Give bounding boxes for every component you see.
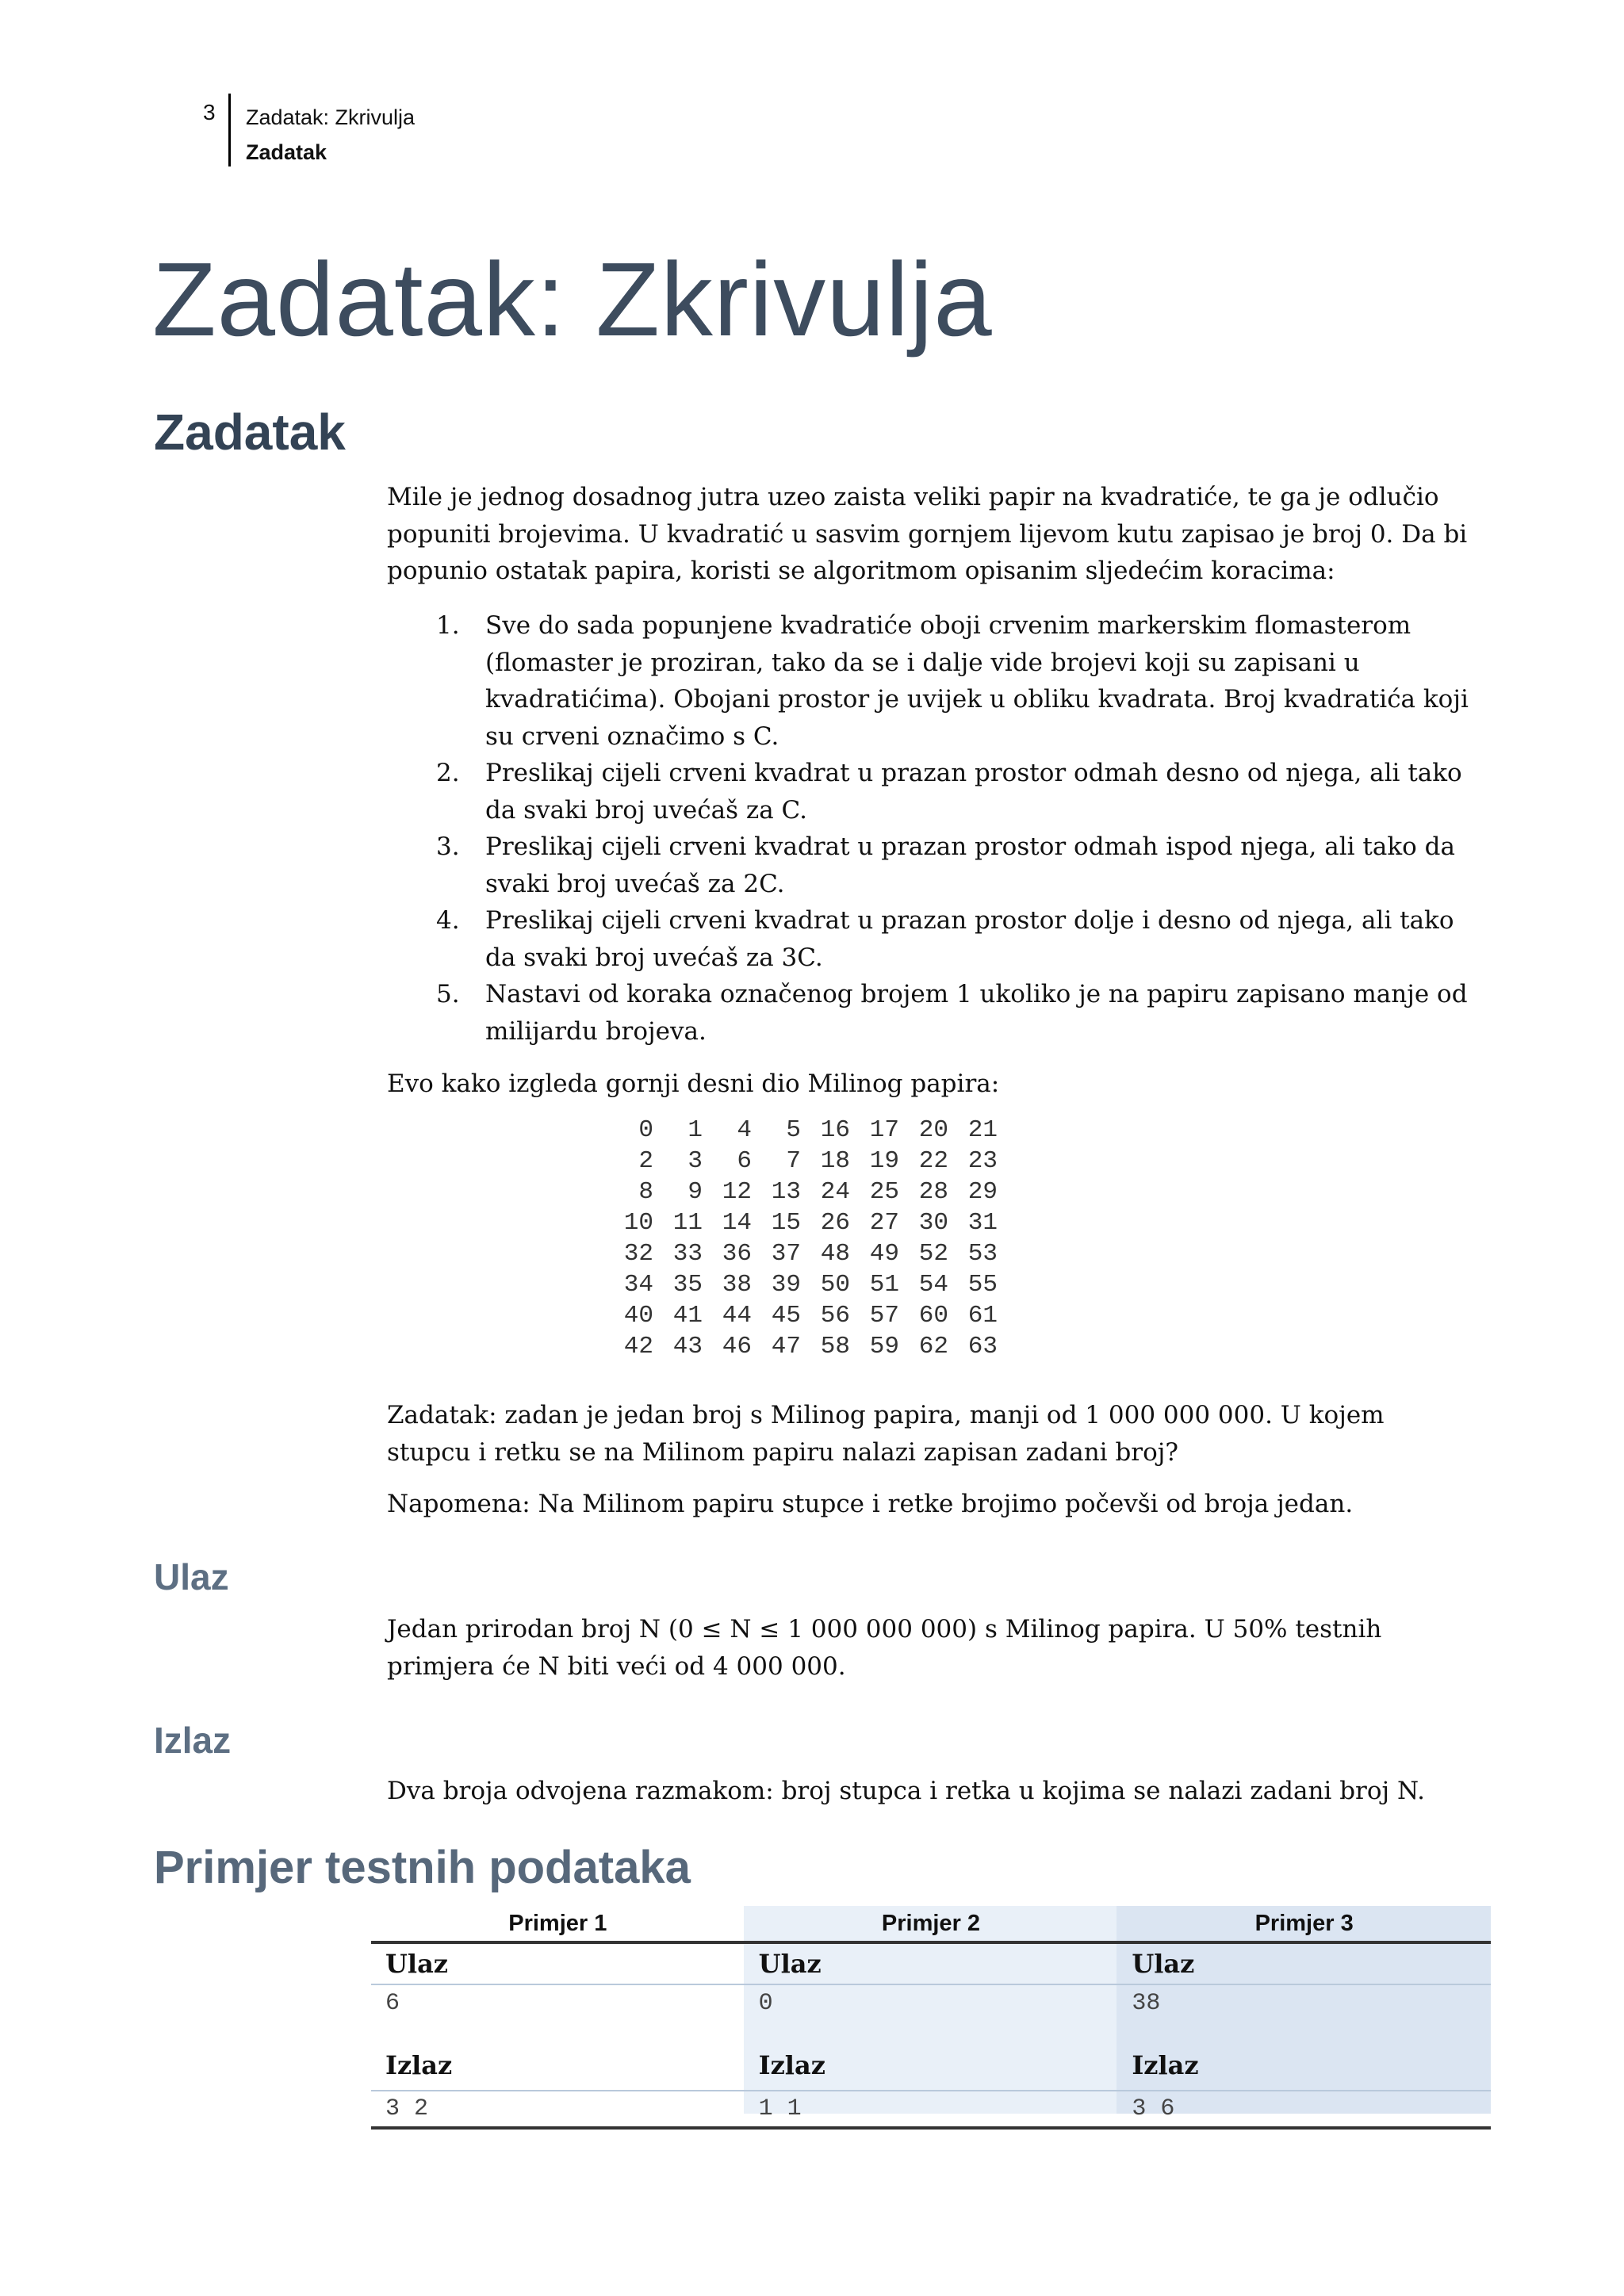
grid-cell: 11	[672, 1209, 703, 1237]
step-item	[387, 902, 1473, 976]
grid-cell: 27	[869, 1209, 899, 1237]
example-2-input-label: Ulaz	[745, 1942, 1118, 1984]
heading-ulaz: Ulaz	[154, 1556, 229, 1598]
example-3-input: 38	[1132, 1990, 1161, 2017]
grid-cell: 40	[623, 1302, 653, 1330]
step-item	[387, 828, 1473, 902]
step-number: 1.	[436, 611, 460, 640]
grid-cell: 36	[722, 1240, 752, 1268]
grid-cell: 35	[672, 1271, 703, 1299]
example-1-output: 3 2	[371, 2091, 745, 2128]
header-chapter: Zadatak: Zkrivulja	[246, 105, 416, 129]
grid-cell: 57	[869, 1302, 899, 1330]
running-header	[246, 100, 415, 170]
grid-cell: 24	[820, 1178, 850, 1206]
example-2-output-label: Izlaz	[745, 2041, 1118, 2091]
grid-cell: 59	[869, 1333, 899, 1360]
grid-cell: 13	[771, 1178, 801, 1206]
grid-cell: 12	[722, 1178, 752, 1206]
grid-row	[604, 1115, 998, 1146]
grid-cell: 0	[638, 1116, 653, 1144]
grid-cell: 8	[638, 1178, 653, 1206]
example-3-title: Primjer 3	[1117, 1906, 1491, 1942]
grid-cell: 16	[820, 1116, 850, 1144]
grid-cell: 61	[967, 1302, 998, 1330]
grid-cell: 37	[771, 1240, 801, 1268]
example-3-output-label: Izlaz	[1117, 2041, 1491, 2091]
heading-zadatak: Zadatak	[154, 404, 346, 461]
example-3-input-label: Ulaz	[1117, 1942, 1491, 1984]
header-section: Zadatak	[246, 140, 327, 164]
grid-row	[604, 1177, 998, 1207]
grid-cell: 60	[918, 1302, 948, 1330]
grid-cell: 20	[918, 1116, 948, 1144]
grid-cell: 56	[820, 1302, 850, 1330]
grid-cell: 10	[623, 1209, 653, 1237]
grid-cell: 6	[737, 1147, 752, 1175]
grid-cell: 32	[623, 1240, 653, 1268]
grid-cell: 1	[688, 1116, 703, 1144]
step-text: Preslikaj cijeli crveni kvadrat u prazan prostor odmah desno od njega, ali tako da svaki broj uvećaš za C.	[485, 759, 1462, 825]
grid-cell: 14	[722, 1209, 752, 1237]
step-text: Preslikaj cijeli crveni kvadrat u prazan prostor dolje i desno od njega, ali tako da svaki broj uvećaš za 3C.	[485, 906, 1454, 972]
grid-cell: 2	[638, 1147, 653, 1175]
grid-cell: 28	[918, 1178, 948, 1206]
example-1-title: Primjer 1	[371, 1906, 745, 1942]
heading-primjer: Primjer testnih podataka	[154, 1842, 691, 1893]
input-paragraph: Jedan prirodan broj N (0 ≤ N ≤ 1 000 000 000) s Milinog papira. U 50% testnih primjera će N biti veći od 4 000 000.	[387, 1615, 1382, 1681]
number-grid	[604, 1115, 998, 1362]
document-title: Zadatak: Zkrivulja	[152, 241, 993, 358]
grid-cell: 26	[820, 1209, 850, 1237]
grid-cell: 9	[688, 1178, 703, 1206]
grid-cell: 63	[967, 1333, 998, 1360]
example-2-output: 1 1	[745, 2091, 1118, 2128]
example-1-input-label: Ulaz	[371, 1942, 745, 1984]
grid-cell: 49	[869, 1240, 899, 1268]
step-number: 2.	[436, 759, 460, 787]
example-1-input: 6	[385, 1990, 400, 2017]
grid-cell: 58	[820, 1333, 850, 1360]
step-item	[387, 976, 1473, 1050]
step-item	[387, 607, 1473, 755]
intro-paragraph: Mile je jednog dosadnog jutra uzeo zaista veliki papir na kvadratiće, te ga je odlučio popuniti brojevima. U kvadratić u sasvim gornjem lijevom kutu zapisao je broj 0. Da bi popunio ostatak papira, koristi se algoritmom opisanim sljedećim koracima:	[387, 483, 1468, 585]
example-3-output: 3 6	[1117, 2091, 1491, 2128]
step-item	[387, 755, 1473, 828]
grid-cell: 42	[623, 1333, 653, 1360]
grid-cell: 43	[672, 1333, 703, 1360]
grid-cell: 17	[869, 1116, 899, 1144]
grid-cell: 44	[722, 1302, 752, 1330]
grid-cell: 55	[967, 1271, 998, 1299]
header-divider	[228, 94, 231, 166]
grid-caption: Evo kako izgleda gornji desni dio Milinog papira:	[387, 1070, 1000, 1098]
grid-cell: 54	[918, 1271, 948, 1299]
grid-cell: 21	[967, 1116, 998, 1144]
grid-cell: 45	[771, 1302, 801, 1330]
grid-cell: 29	[967, 1178, 998, 1206]
output-paragraph: Dva broja odvojena razmakom: broj stupca i retka u kojima se nalazi zadani broj N.	[387, 1777, 1425, 1805]
grid-row	[604, 1300, 998, 1331]
grid-cell: 34	[623, 1271, 653, 1299]
algorithm-steps	[387, 607, 1473, 1050]
grid-cell: 25	[869, 1178, 899, 1206]
grid-cell: 51	[869, 1271, 899, 1299]
step-number: 4.	[436, 906, 460, 935]
grid-cell: 39	[771, 1271, 801, 1299]
grid-cell: 4	[737, 1116, 752, 1144]
example-2-input: 0	[758, 1990, 773, 2017]
grid-cell: 62	[918, 1333, 948, 1360]
page-number: 3	[203, 100, 216, 124]
grid-cell: 47	[771, 1333, 801, 1360]
grid-cell: 30	[918, 1209, 948, 1237]
grid-cell: 53	[967, 1240, 998, 1268]
heading-izlaz: Izlaz	[154, 1720, 232, 1761]
examples-table	[371, 1906, 1491, 2130]
grid-cell: 23	[967, 1147, 998, 1175]
grid-row	[604, 1269, 998, 1300]
example-1-output-label: Izlaz	[371, 2041, 745, 2091]
grid-cell: 38	[722, 1271, 752, 1299]
grid-cell: 19	[869, 1147, 899, 1175]
grid-cell: 46	[722, 1333, 752, 1360]
grid-cell: 50	[820, 1271, 850, 1299]
grid-cell: 18	[820, 1147, 850, 1175]
example-2-title: Primjer 2	[745, 1906, 1118, 1942]
grid-cell: 22	[918, 1147, 948, 1175]
grid-cell: 48	[820, 1240, 850, 1268]
grid-cell: 7	[786, 1147, 801, 1175]
grid-cell: 5	[786, 1116, 801, 1144]
grid-cell: 33	[672, 1240, 703, 1268]
grid-row	[604, 1146, 998, 1177]
step-number: 3.	[436, 832, 460, 861]
task-paragraph: Zadatak: zadan je jedan broj s Milinog papira, manji od 1 000 000 000. U kojem stupcu i retku se na Milinom papiru nalazi zapisan zadani broj?	[387, 1401, 1385, 1467]
grid-cell: 52	[918, 1240, 948, 1268]
step-text: Sve do sada popunjene kvadratiće oboji crvenim markerskim flomasterom (flomaster je proziran, tako da se i dalje vide brojevi koji su zapisani u kvadratićima). Obojani prostor je uvijek u obliku kvadrata. Broj kvadratića koji su crveni označimo s C.	[485, 611, 1469, 751]
step-text: Nastavi od koraka označenog brojem 1 ukoliko je na papiru zapisano manje od milijardu brojeva.	[485, 980, 1468, 1046]
grid-cell: 3	[688, 1147, 703, 1175]
step-number: 5.	[436, 980, 460, 1008]
note-paragraph: Napomena: Na Milinom papiru stupce i retke brojimo počevši od broja jedan.	[387, 1490, 1354, 1518]
step-text: Preslikaj cijeli crveni kvadrat u prazan prostor odmah ispod njega, ali tako da svaki broj uvećaš za 2C.	[485, 832, 1455, 898]
grid-row	[604, 1331, 998, 1362]
grid-row	[604, 1238, 998, 1269]
grid-row	[604, 1207, 998, 1238]
grid-cell: 31	[967, 1209, 998, 1237]
grid-cell: 15	[771, 1209, 801, 1237]
grid-cell: 41	[672, 1302, 703, 1330]
